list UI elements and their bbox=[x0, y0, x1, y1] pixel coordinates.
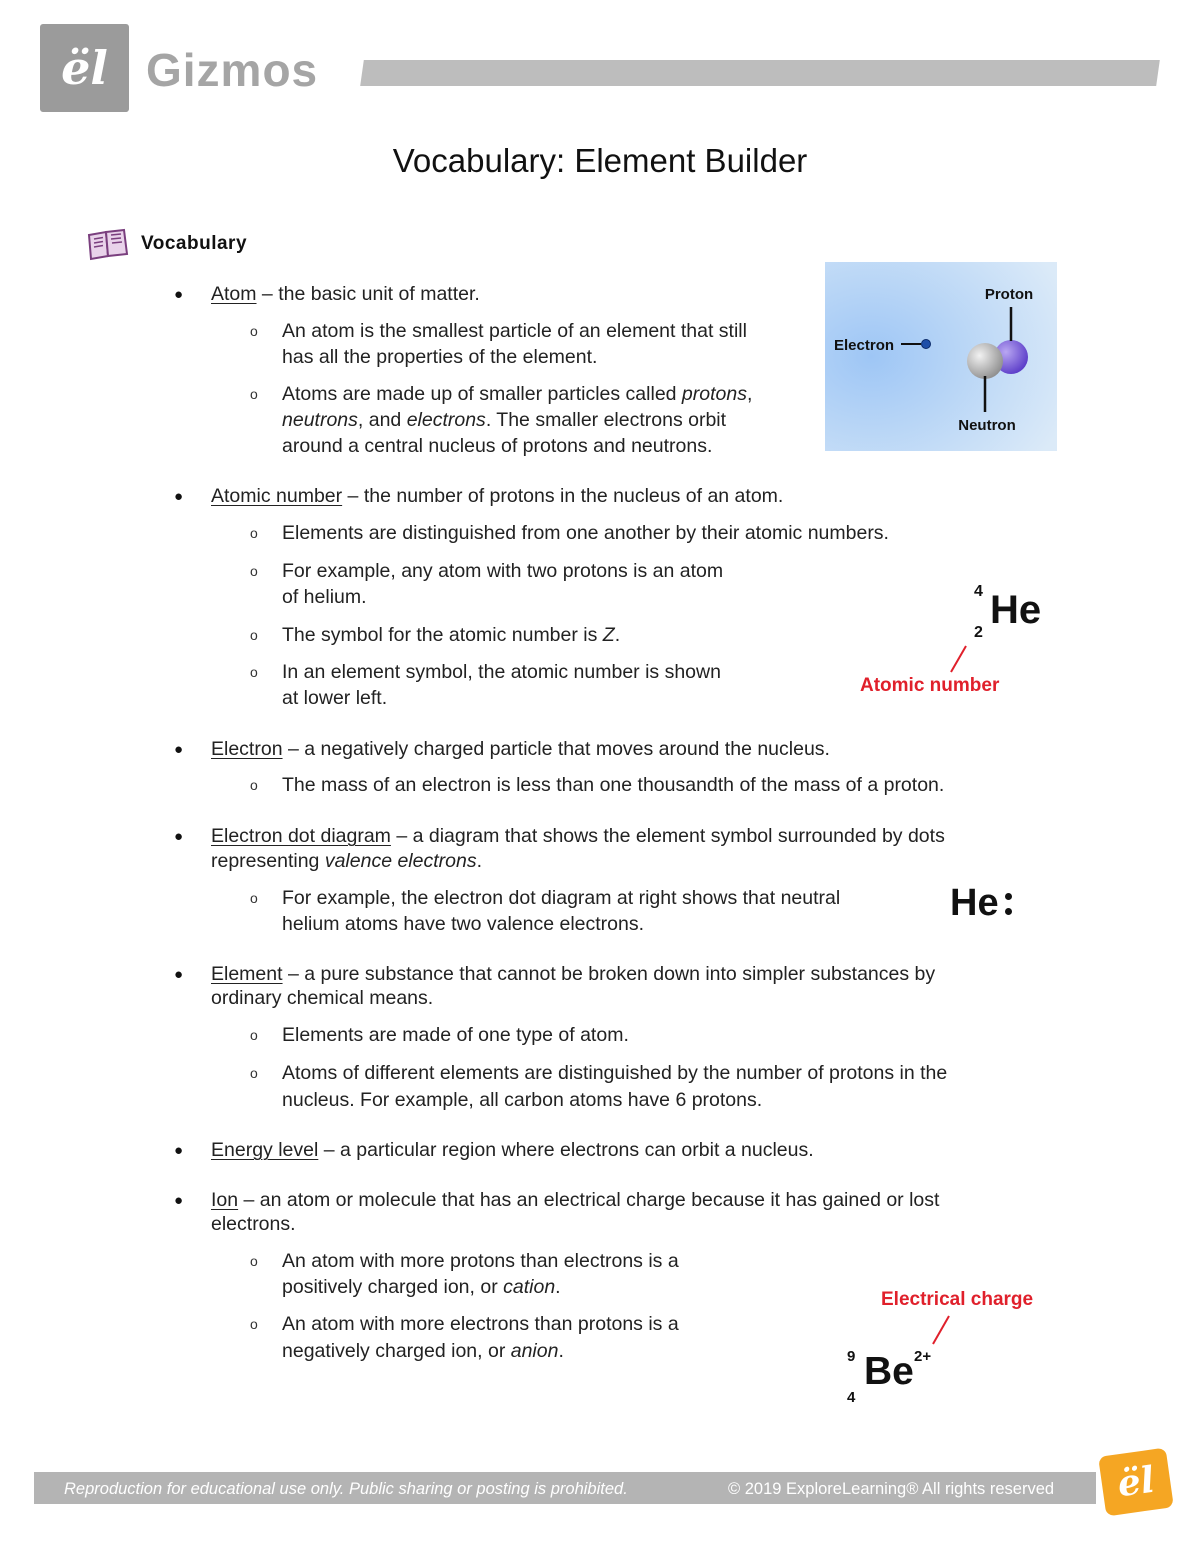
sub-bullet-icon: o bbox=[250, 1253, 258, 1269]
neutron-label: Neutron bbox=[958, 417, 1016, 434]
footer-disclaimer: Reproduction for educational use only. Public sharing or posting is prohibited. bbox=[64, 1480, 628, 1498]
entry-element bbox=[211, 962, 935, 987]
entry-electron-dot-diagram bbox=[211, 824, 945, 849]
sub-bullet-icon: o bbox=[250, 525, 258, 541]
sub-bullet-icon: o bbox=[250, 777, 258, 793]
electron-particle bbox=[922, 340, 931, 349]
brand-name: Gizmos bbox=[146, 44, 319, 96]
footer-copyright: © 2019 ExploreLearning® All rights reserved bbox=[728, 1480, 1055, 1498]
sub-item: The mass of an electron is less than one thousandth of the mass of a proton. bbox=[282, 774, 945, 796]
book-icon bbox=[86, 228, 130, 262]
term-electron-dot-diagram: Electron dot diagram bbox=[211, 825, 391, 847]
definition-continued: ordinary chemical means. bbox=[211, 987, 434, 1009]
definition: – the basic unit of matter. bbox=[256, 283, 480, 305]
bullet-icon: ● bbox=[174, 966, 184, 983]
sub-item: Elements are distinguished from one another by their atomic numbers. bbox=[282, 522, 889, 544]
definition-continued: electrons. bbox=[211, 1213, 296, 1235]
sub-item: positively charged ion, or cation. bbox=[282, 1276, 561, 1298]
sub-item: around a central nucleus of protons and neutrons. bbox=[282, 435, 713, 457]
sub-item: of helium. bbox=[282, 586, 367, 608]
sub-item: Atoms of different elements are distinguished by the number of protons in the bbox=[282, 1062, 948, 1084]
term-atom: Atom bbox=[211, 283, 257, 305]
definition: – a pure substance that cannot be broken down into simpler substances by bbox=[282, 963, 936, 985]
pointer-line bbox=[925, 1312, 955, 1348]
atom-diagram bbox=[825, 262, 1057, 451]
term-atomic-number: Atomic number bbox=[211, 485, 343, 507]
entry-ion bbox=[211, 1188, 939, 1213]
sub-bullet-icon: o bbox=[250, 890, 258, 906]
helium-atomic-number: 2 bbox=[974, 624, 983, 641]
beryllium-atomic-number: 4 bbox=[847, 1389, 856, 1406]
term-element: Element bbox=[211, 963, 283, 985]
sub-bullet-icon: o bbox=[250, 1027, 258, 1043]
helium-mass-number: 4 bbox=[974, 583, 983, 600]
term-energy-level: Energy level bbox=[211, 1139, 319, 1161]
definition: – an atom or molecule that has an electrical charge because it has gained or lost bbox=[238, 1189, 940, 1211]
sub-item: In an element symbol, the atomic number is shown bbox=[282, 661, 721, 683]
pointer-line bbox=[940, 642, 980, 678]
sub-item: Elements are made of one type of atom. bbox=[282, 1024, 629, 1046]
bullet-icon: ● bbox=[174, 828, 184, 845]
entry-electron bbox=[211, 737, 830, 762]
entry-energy-level bbox=[211, 1138, 814, 1163]
sub-item: nucleus. For example, all carbon atoms have 6 protons. bbox=[282, 1089, 763, 1111]
sub-bullet-icon: o bbox=[250, 1065, 258, 1081]
sub-bullet-icon: o bbox=[250, 1316, 258, 1332]
term-ion: Ion bbox=[211, 1189, 239, 1211]
electrical-charge-label: Electrical charge bbox=[881, 1289, 1034, 1310]
sub-item: For example, any atom with two protons is an atom bbox=[282, 560, 724, 582]
sub-item: The symbol for the atomic number is Z. bbox=[282, 624, 621, 646]
sub-item: For example, the electron dot diagram at right shows that neutral bbox=[282, 887, 841, 909]
sub-item: Atoms are made up of smaller particles called protons, bbox=[282, 383, 753, 405]
term-electron: Electron bbox=[211, 738, 283, 760]
helium-symbol: He bbox=[990, 588, 1042, 632]
definition: – a diagram that shows the element symbol surrounded by dots bbox=[390, 825, 945, 847]
valence-electron-dot bbox=[1005, 908, 1012, 915]
dot-diagram-symbol: He bbox=[950, 882, 999, 924]
definition: – a negatively charged particle that moves around the nucleus. bbox=[282, 738, 830, 760]
sub-item: neutrons, and electrons. The smaller electrons orbit bbox=[282, 409, 727, 431]
sub-item: negatively charged ion, or anion. bbox=[282, 1340, 564, 1362]
sub-bullet-icon: o bbox=[250, 664, 258, 680]
sub-bullet-icon: o bbox=[250, 323, 258, 339]
section-heading: Vocabulary bbox=[141, 233, 248, 254]
bullet-icon: ● bbox=[174, 488, 184, 505]
beryllium-mass-number: 9 bbox=[847, 1348, 856, 1365]
sub-bullet-icon: o bbox=[250, 627, 258, 643]
sub-item: An atom with more electrons than protons is a bbox=[282, 1313, 679, 1335]
sub-bullet-icon: o bbox=[250, 386, 258, 402]
entry-atom bbox=[211, 282, 480, 307]
definition-continued: representing valence electrons. bbox=[211, 850, 483, 872]
sub-bullet-icon: o bbox=[250, 563, 258, 579]
el-logo-icon: ël bbox=[61, 41, 108, 95]
proton-label: Proton bbox=[984, 286, 1034, 303]
definition: – the number of protons in the nucleus of an atom. bbox=[342, 485, 784, 507]
sub-item: An atom is the smallest particle of an element that still bbox=[282, 320, 747, 342]
neutron-particle bbox=[967, 343, 1003, 379]
entry-atomic-number bbox=[211, 484, 783, 509]
valence-electron-dot bbox=[1005, 893, 1012, 900]
beryllium-symbol: Be bbox=[864, 1350, 914, 1393]
definition: – a particular region where electrons can orbit a nucleus. bbox=[318, 1139, 814, 1161]
explorelearning-logo-icon: ël bbox=[1098, 1448, 1174, 1517]
bullet-icon: ● bbox=[174, 1192, 184, 1209]
beryllium-charge: 2+ bbox=[914, 1348, 932, 1365]
page-title: Vocabulary: Element Builder bbox=[392, 142, 808, 179]
sub-item: has all the properties of the element. bbox=[282, 346, 598, 368]
bullet-icon: ● bbox=[174, 1142, 184, 1159]
sub-item: An atom with more protons than electrons is a bbox=[282, 1250, 679, 1272]
electron-label: Electron bbox=[834, 337, 895, 354]
sub-item: at lower left. bbox=[282, 687, 388, 709]
atomic-number-label: Atomic number bbox=[860, 675, 1000, 696]
bullet-icon: ● bbox=[174, 741, 184, 758]
sub-item: helium atoms have two valence electrons. bbox=[282, 913, 645, 935]
header-bar bbox=[360, 60, 1160, 86]
bullet-icon: ● bbox=[174, 286, 184, 303]
